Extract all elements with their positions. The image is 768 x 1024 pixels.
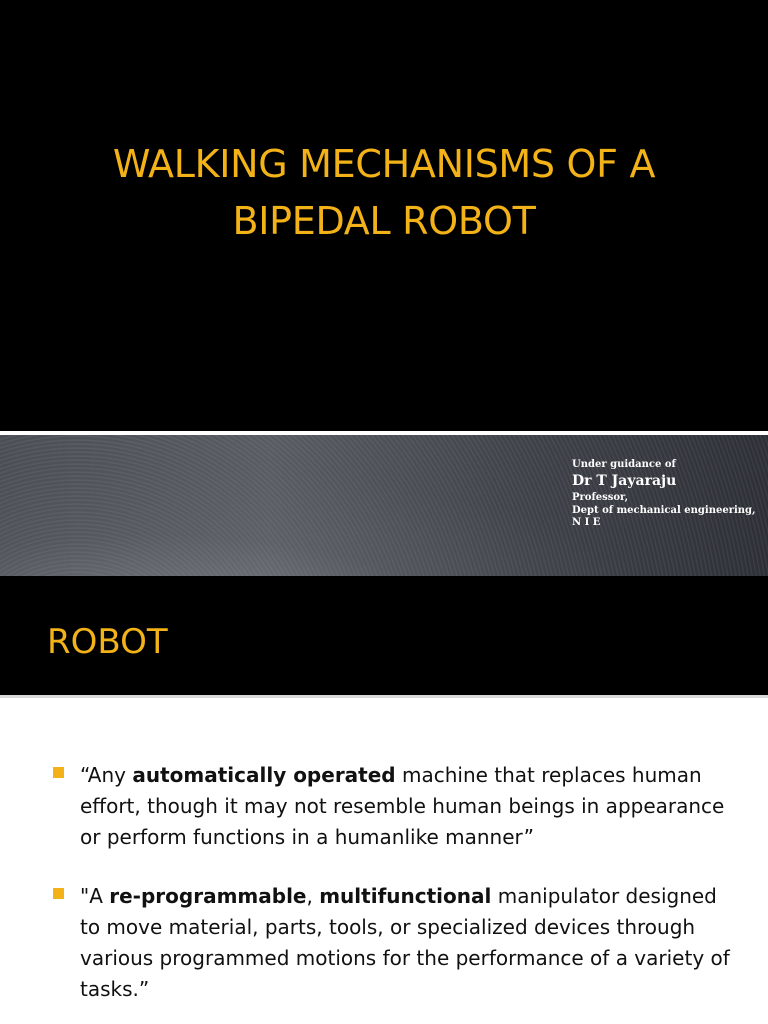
slide-2-body	[0, 698, 768, 1024]
guidance-label: Under guidance of	[572, 459, 676, 470]
bullet-text-2	[80, 881, 740, 1005]
bullet-1-pre: “Any	[80, 763, 133, 787]
slide-2-title: ROBOT	[47, 622, 168, 662]
bullet-text-1	[80, 760, 740, 853]
slide-title	[0, 136, 768, 250]
title-slide	[0, 0, 768, 431]
guidance-block	[572, 459, 756, 530]
square-bullet-icon	[53, 767, 64, 778]
bullet-2-bold-1: re-programmable	[109, 884, 307, 908]
subtitle-band	[0, 435, 768, 576]
bullet-2-mid: ,	[306, 884, 320, 908]
bullet-2-post: manipulator designed to move material, parts, tools, or specialized devices through various programmed motions for the performance of a variety of tasks.”	[80, 884, 730, 1001]
guide-institute: N I E	[572, 517, 601, 528]
bullet-1-bold: automatically operated	[132, 763, 396, 787]
bullet-2-bold-2: multifunctional	[319, 884, 492, 908]
title-line-1: WALKING MECHANISMS OF A	[112, 142, 656, 186]
bullet-2-pre: "A	[80, 884, 110, 908]
guide-role: Professor,	[572, 492, 629, 503]
guide-name: Dr T Jayaraju	[572, 472, 677, 489]
title-line-2: BIPEDAL ROBOT	[232, 199, 536, 243]
guide-dept: Dept of mechanical engineering,	[572, 504, 756, 516]
bullet-1-post: machine that replaces human effort, though it may not resemble human beings in appearance or perform functions in a humanlike manner”	[80, 763, 725, 849]
slide-2-header	[0, 576, 768, 695]
square-bullet-icon	[53, 888, 64, 899]
